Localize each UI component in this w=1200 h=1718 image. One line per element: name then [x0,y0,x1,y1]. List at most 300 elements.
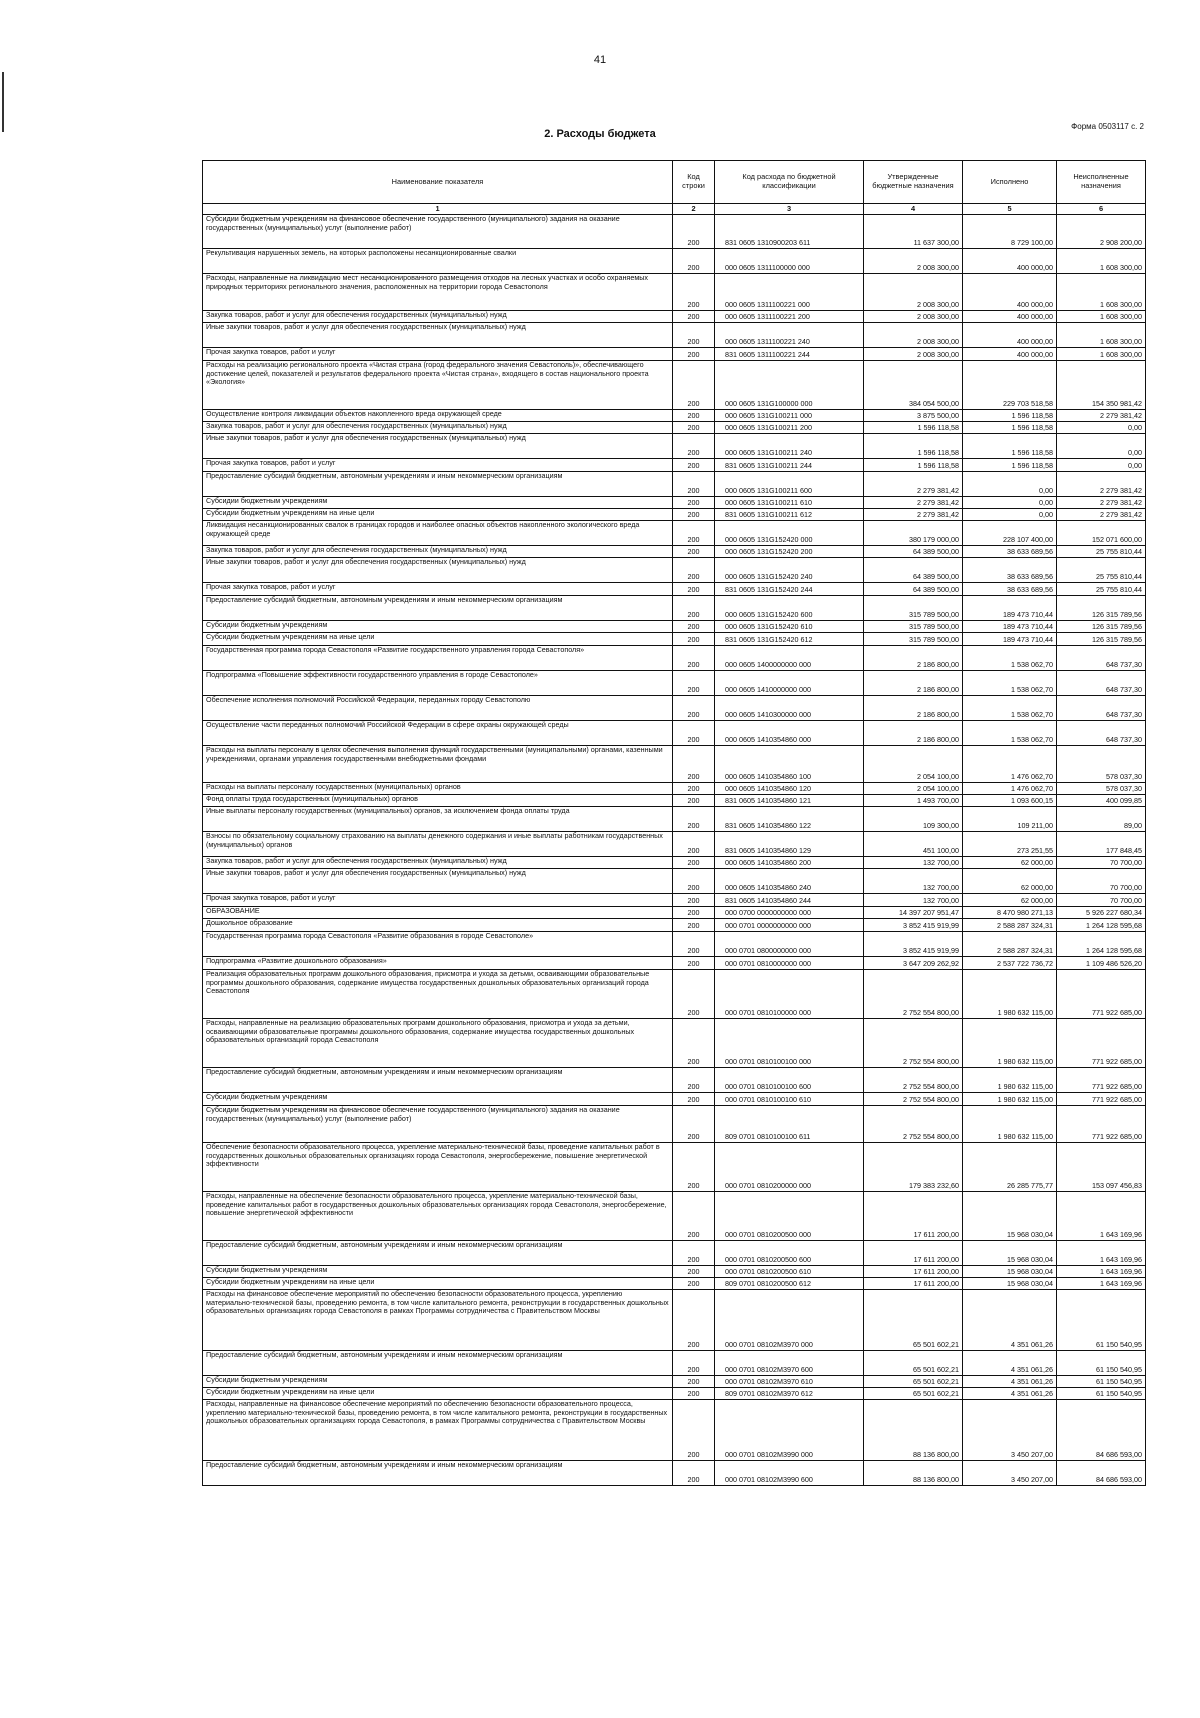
row-executed: 38 633 689,56 [963,546,1057,558]
row-line-code: 200 [673,633,715,646]
row-approved: 132 700,00 [864,894,963,907]
row-classification-code: 000 0605 131G152420 240 [715,558,864,583]
row-classification-code: 000 0701 0000000000 000 [715,919,864,932]
table-row [203,1461,1146,1486]
row-line-code: 200 [673,546,715,558]
row-classification-code: 831 0605 1310900203 611 [715,215,864,249]
table-row [203,970,1146,1019]
table-row [203,249,1146,274]
row-line-code: 200 [673,472,715,497]
row-unexecuted: 25 755 810,44 [1057,558,1146,583]
table-row [203,919,1146,932]
row-classification-code: 000 0701 08102М3970 610 [715,1376,864,1388]
row-classification-code: 000 0701 0810200000 000 [715,1143,864,1192]
row-name: Расходы, направленные на обеспечение безопасности образовательного процесса, укрепление материально-технической базы, проведение капитальных работ в государственных дошкольных образовательных организациях города Севастополя, энергосбережение, повышение энергетической эффективности [203,1192,673,1241]
row-classification-code: 000 0605 131G100000 000 [715,361,864,410]
row-name: Предоставление субсидий бюджетным, автономным учреждениям и иным некоммерческим организациям [203,1351,673,1376]
row-executed: 400 000,00 [963,323,1057,348]
row-line-code: 200 [673,795,715,807]
row-executed: 0,00 [963,509,1057,521]
row-line-code: 200 [673,274,715,311]
row-unexecuted: 648 737,30 [1057,671,1146,696]
row-approved: 1 596 118,58 [864,434,963,459]
row-unexecuted: 578 037,30 [1057,783,1146,795]
row-unexecuted: 84 686 593,00 [1057,1461,1146,1486]
row-unexecuted: 2 279 381,42 [1057,497,1146,509]
row-line-code: 200 [673,1068,715,1093]
row-unexecuted: 5 926 227 680,34 [1057,907,1146,919]
form-reference: Форма 0503117 с. 2 [1071,122,1144,131]
row-approved: 2 008 300,00 [864,348,963,361]
row-approved: 2 752 554 800,00 [864,1106,963,1143]
row-executed: 109 211,00 [963,807,1057,832]
column-number: 1 [203,204,673,215]
row-unexecuted: 1 264 128 595,68 [1057,919,1146,932]
row-executed: 1 596 118,58 [963,434,1057,459]
row-classification-code: 831 0605 1311100221 244 [715,348,864,361]
table-row [203,472,1146,497]
header-row [203,161,1146,204]
row-classification-code: 831 0605 131G152420 612 [715,633,864,646]
row-approved: 65 501 602,21 [864,1290,963,1351]
row-executed: 4 351 061,26 [963,1376,1057,1388]
row-name: Государственная программа города Севастополя «Развитие государственного управления города Севастополя» [203,646,673,671]
table-row [203,857,1146,869]
row-line-code: 200 [673,907,715,919]
row-approved: 3 875 500,00 [864,410,963,422]
header-unexecuted: Неисполненные назначения [1057,161,1146,204]
row-line-code: 200 [673,1241,715,1266]
row-line-code: 200 [673,932,715,957]
row-line-code: 200 [673,1106,715,1143]
row-approved: 2 186 800,00 [864,671,963,696]
row-executed: 3 450 207,00 [963,1461,1057,1486]
row-classification-code: 831 0605 1410354860 122 [715,807,864,832]
row-approved: 315 789 500,00 [864,633,963,646]
row-line-code: 200 [673,1192,715,1241]
row-line-code: 200 [673,410,715,422]
column-number: 2 [673,204,715,215]
row-name: Иные закупки товаров, работ и услуг для обеспечения государственных (муниципальных) нужд [203,558,673,583]
row-classification-code: 000 0701 0810100100 610 [715,1093,864,1106]
row-executed: 38 633 689,56 [963,583,1057,596]
row-line-code: 200 [673,249,715,274]
row-approved: 14 397 207 951,47 [864,907,963,919]
row-line-code: 200 [673,509,715,521]
row-approved: 2 752 554 800,00 [864,1068,963,1093]
row-approved: 17 611 200,00 [864,1241,963,1266]
scan-edge-mark [2,72,4,132]
column-number: 6 [1057,204,1146,215]
row-line-code: 200 [673,434,715,459]
table-row [203,1093,1146,1106]
row-line-code: 200 [673,1461,715,1486]
row-executed: 189 473 710,44 [963,621,1057,633]
row-approved: 179 383 232,60 [864,1143,963,1192]
row-line-code: 200 [673,422,715,434]
row-executed: 1 596 118,58 [963,410,1057,422]
row-approved: 132 700,00 [864,869,963,894]
row-line-code: 200 [673,1143,715,1192]
section-title: 2. Расходы бюджета [544,128,656,140]
row-executed: 1 596 118,58 [963,459,1057,472]
row-classification-code: 000 0605 1410000000 000 [715,671,864,696]
row-line-code: 200 [673,869,715,894]
row-name: Расходы, направленные на ликвидацию мест несанкционированного размещения отходов на лесных участках и особо охраняемых природных территориях регионального значения, расположенных на территории города Севастополя [203,274,673,311]
row-line-code: 200 [673,583,715,596]
row-unexecuted: 1 643 169,96 [1057,1278,1146,1290]
row-executed: 228 107 400,00 [963,521,1057,546]
row-classification-code: 000 0701 0810100100 600 [715,1068,864,1093]
row-name: Рекультивация нарушенных земель, на которых расположены несанкционированные свалки [203,249,673,274]
row-name: Иные закупки товаров, работ и услуг для обеспечения государственных (муниципальных) нужд [203,869,673,894]
row-executed: 1 980 632 115,00 [963,1106,1057,1143]
row-executed: 62 000,00 [963,869,1057,894]
row-executed: 400 000,00 [963,249,1057,274]
row-name: Субсидии бюджетным учреждениям на иные цели [203,1388,673,1400]
row-approved: 380 179 000,00 [864,521,963,546]
row-unexecuted: 1 109 486 526,20 [1057,957,1146,970]
row-executed: 2 588 287 324,31 [963,932,1057,957]
row-classification-code: 000 0701 0810200500 000 [715,1192,864,1241]
row-name: Осуществление контроля ликвидации объектов накопленного вреда окружающей среде [203,410,673,422]
row-classification-code: 000 0605 131G152420 000 [715,521,864,546]
row-unexecuted: 154 350 981,42 [1057,361,1146,410]
row-executed: 0,00 [963,497,1057,509]
row-approved: 65 501 602,21 [864,1376,963,1388]
row-executed: 1 093 600,15 [963,795,1057,807]
row-classification-code: 000 0701 0810200500 610 [715,1266,864,1278]
row-name: Расходы, направленные на финансовое обеспечение мероприятий по обеспечению безопасности образовательного процесса, укреплению материально-технической базы, проведению ремонта, в том числе капитального ремонта, реконструкции в государственных дошкольных образовательных организациях города Севастополя, в рамках Программы сотрудничества с Правительством Москвы [203,1400,673,1461]
row-name: Подпрограмма «Повышение эффективности государственного управления в городе Севастополе» [203,671,673,696]
row-name: Расходы на выплаты персоналу государственных (муниципальных) органов [203,783,673,795]
row-executed: 3 450 207,00 [963,1400,1057,1461]
row-name: Закупка товаров, работ и услуг для обеспечения государственных (муниципальных) нужд [203,422,673,434]
row-line-code: 200 [673,857,715,869]
row-executed: 1 538 062,70 [963,671,1057,696]
page-number: 41 [593,54,607,66]
row-executed: 4 351 061,26 [963,1388,1057,1400]
row-classification-code: 809 0701 08102М3970 612 [715,1388,864,1400]
row-line-code: 200 [673,558,715,583]
column-number-row [203,204,1146,215]
budget-expenses-table [202,160,1146,1486]
row-line-code: 200 [673,1093,715,1106]
row-approved: 3 647 209 262,92 [864,957,963,970]
row-unexecuted: 2 279 381,42 [1057,472,1146,497]
row-executed: 1 980 632 115,00 [963,1068,1057,1093]
row-classification-code: 000 0701 08102М3970 600 [715,1351,864,1376]
row-unexecuted: 25 755 810,44 [1057,546,1146,558]
table-row [203,832,1146,857]
row-approved: 2 279 381,42 [864,497,963,509]
table-row [203,361,1146,410]
row-name: Субсидии бюджетным учреждениям на иные цели [203,509,673,521]
row-classification-code: 000 0701 0810200500 600 [715,1241,864,1266]
row-unexecuted: 771 922 685,00 [1057,1019,1146,1068]
row-executed: 15 968 030,04 [963,1266,1057,1278]
row-line-code: 200 [673,807,715,832]
row-name: Субсидии бюджетным учреждениям на финансовое обеспечение государственного (муниципального) задания на оказание государственных (муниципальных) услуг (выполнение работ) [203,1106,673,1143]
row-unexecuted: 126 315 789,56 [1057,596,1146,621]
row-approved: 315 789 500,00 [864,621,963,633]
row-line-code: 200 [673,1400,715,1461]
row-line-code: 200 [673,215,715,249]
row-name: Расходы на финансовое обеспечение мероприятий по обеспечению безопасности образовательного процесса, укреплению материально-технической базы, проведению ремонта, в том числе капитального ремонта, реконструкции в государственных дошкольных образовательных организациях города Севастополя в рамках Программы сотрудничества с Правительством Москвы [203,1290,673,1351]
row-executed: 1 980 632 115,00 [963,970,1057,1019]
row-executed: 8 470 980 271,13 [963,907,1057,919]
row-unexecuted: 771 922 685,00 [1057,1068,1146,1093]
row-classification-code: 000 0605 1410300000 000 [715,696,864,721]
row-classification-code: 000 0605 1311100221 000 [715,274,864,311]
table-row [203,932,1146,957]
row-unexecuted: 1 643 169,96 [1057,1266,1146,1278]
table-row [203,1351,1146,1376]
row-name: Дошкольное образование [203,919,673,932]
row-line-code: 200 [673,348,715,361]
row-name: Субсидии бюджетным учреждениям на иные цели [203,1278,673,1290]
row-line-code: 200 [673,646,715,671]
table-body [203,215,1146,1486]
row-approved: 2 186 800,00 [864,646,963,671]
row-approved: 2 008 300,00 [864,311,963,323]
row-classification-code: 000 0605 1410354860 100 [715,746,864,783]
row-executed: 15 968 030,04 [963,1278,1057,1290]
table-row [203,1376,1146,1388]
row-unexecuted: 152 071 600,00 [1057,521,1146,546]
row-name: Реализация образовательных программ дошкольного образования, присмотра и ухода за детьми, осваивающими образовательные программы дошкольного образования, содержание имущества государственных дошкольных образовательных организаций города Севастополя [203,970,673,1019]
column-number: 5 [963,204,1057,215]
row-approved: 2 008 300,00 [864,249,963,274]
row-approved: 2 752 554 800,00 [864,970,963,1019]
row-name: Предоставление субсидий бюджетным, автономным учреждениям и иным некоммерческим организациям [203,1068,673,1093]
row-name: Подпрограмма «Развитие дошкольного образования» [203,957,673,970]
row-classification-code: 000 0605 131G100211 600 [715,472,864,497]
row-classification-code: 000 0605 1410354860 120 [715,783,864,795]
table-row [203,558,1146,583]
row-executed: 1 538 062,70 [963,646,1057,671]
row-executed: 1 980 632 115,00 [963,1019,1057,1068]
row-approved: 88 136 800,00 [864,1461,963,1486]
row-name: Субсидии бюджетным учреждениям [203,497,673,509]
row-classification-code: 000 0701 0810100000 000 [715,970,864,1019]
row-approved: 2 752 554 800,00 [864,1093,963,1106]
row-executed: 400 000,00 [963,311,1057,323]
table-row [203,671,1146,696]
row-classification-code: 831 0605 1410354860 244 [715,894,864,907]
row-approved: 3 852 415 919,99 [864,932,963,957]
row-line-code: 200 [673,311,715,323]
row-unexecuted: 61 150 540,95 [1057,1388,1146,1400]
row-name: Расходы на реализацию регионального проекта «Чистая страна (город федерального значения Севастополь)», обеспечивающего достижение целей, показателей и результатов федерального проекта «Чистая страна», входящего в состав национального проекта «Экология» [203,361,673,410]
table-row [203,646,1146,671]
row-executed: 273 251,55 [963,832,1057,857]
row-classification-code: 000 0605 131G100211 200 [715,422,864,434]
table-row [203,311,1146,323]
row-line-code: 200 [673,894,715,907]
table-row [203,696,1146,721]
row-unexecuted: 61 150 540,95 [1057,1290,1146,1351]
row-unexecuted: 578 037,30 [1057,746,1146,783]
table-row [203,1019,1146,1068]
table-row [203,1400,1146,1461]
column-number: 3 [715,204,864,215]
table-row [203,1106,1146,1143]
row-executed: 400 000,00 [963,274,1057,311]
row-classification-code: 000 0605 131G100211 610 [715,497,864,509]
row-executed: 26 285 775,77 [963,1143,1057,1192]
row-name: Предоставление субсидий бюджетным, автономным учреждениям и иным некоммерческим организациям [203,596,673,621]
row-name: ОБРАЗОВАНИЕ [203,907,673,919]
row-classification-code: 000 0701 0810100100 000 [715,1019,864,1068]
row-approved: 64 389 500,00 [864,558,963,583]
row-name: Прочая закупка товаров, работ и услуг [203,348,673,361]
table-row [203,410,1146,422]
row-name: Государственная программа города Севастополя «Развитие образования в городе Севастополе» [203,932,673,957]
row-classification-code: 809 0701 0810200500 612 [715,1278,864,1290]
row-unexecuted: 1 643 169,96 [1057,1241,1146,1266]
row-executed: 189 473 710,44 [963,596,1057,621]
row-classification-code: 000 0605 1410354860 240 [715,869,864,894]
table-row [203,1290,1146,1351]
row-unexecuted: 648 737,30 [1057,721,1146,746]
row-unexecuted: 648 737,30 [1057,646,1146,671]
table-row [203,957,1146,970]
row-unexecuted: 1 264 128 595,68 [1057,932,1146,957]
row-line-code: 200 [673,696,715,721]
row-approved: 109 300,00 [864,807,963,832]
row-classification-code: 000 0605 131G152420 600 [715,596,864,621]
column-number: 4 [864,204,963,215]
table-row [203,721,1146,746]
row-line-code: 200 [673,497,715,509]
row-executed: 1 476 062,70 [963,746,1057,783]
row-approved: 2 752 554 800,00 [864,1019,963,1068]
table-row [203,521,1146,546]
row-line-code: 200 [673,1019,715,1068]
table-row [203,783,1146,795]
row-executed: 62 000,00 [963,894,1057,907]
row-classification-code: 000 0605 131G152420 610 [715,621,864,633]
table-row [203,633,1146,646]
table-row [203,1241,1146,1266]
row-executed: 4 351 061,26 [963,1351,1057,1376]
row-approved: 2 054 100,00 [864,783,963,795]
row-classification-code: 809 0701 0810100100 611 [715,1106,864,1143]
table-row [203,907,1146,919]
table-row [203,459,1146,472]
row-name: Расходы на выплаты персоналу в целях обеспечения выполнения функций государственными (муниципальными) органами, казенными учреждениями, органами управления государственными внебюджетными фондами [203,746,673,783]
row-unexecuted: 771 922 685,00 [1057,970,1146,1019]
row-unexecuted: 70 700,00 [1057,894,1146,907]
row-unexecuted: 126 315 789,56 [1057,633,1146,646]
row-unexecuted: 61 150 540,95 [1057,1376,1146,1388]
row-classification-code: 000 0700 0000000000 000 [715,907,864,919]
row-unexecuted: 0,00 [1057,422,1146,434]
row-approved: 2 054 100,00 [864,746,963,783]
table-row [203,621,1146,633]
row-approved: 2 279 381,42 [864,472,963,497]
row-unexecuted: 1 608 300,00 [1057,323,1146,348]
row-executed: 2 588 287 324,31 [963,919,1057,932]
row-unexecuted: 1 608 300,00 [1057,311,1146,323]
row-classification-code: 000 0605 1311100000 000 [715,249,864,274]
table-row [203,1388,1146,1400]
expenses-table-container [202,160,1145,1486]
row-line-code: 200 [673,1376,715,1388]
row-unexecuted: 153 097 456,83 [1057,1143,1146,1192]
row-name: Закупка товаров, работ и услуг для обеспечения государственных (муниципальных) нужд [203,546,673,558]
row-unexecuted: 771 922 685,00 [1057,1106,1146,1143]
row-name: Ликвидация несанкционированных свалок в границах городов и наиболее опасных объектов накопленного экологического вреда окружающей среде [203,521,673,546]
table-row [203,746,1146,783]
row-unexecuted: 0,00 [1057,434,1146,459]
row-approved: 451 100,00 [864,832,963,857]
row-executed: 15 968 030,04 [963,1192,1057,1241]
row-classification-code: 000 0701 08102М3990 600 [715,1461,864,1486]
row-approved: 64 389 500,00 [864,583,963,596]
row-approved: 132 700,00 [864,857,963,869]
row-classification-code: 000 0605 1311100221 240 [715,323,864,348]
row-executed: 1 538 062,70 [963,696,1057,721]
row-classification-code: 000 0701 0800000000 000 [715,932,864,957]
table-row [203,1143,1146,1192]
row-classification-code: 000 0701 08102М3990 000 [715,1400,864,1461]
row-name: Прочая закупка товаров, работ и услуг [203,894,673,907]
header-executed: Исполнено [963,161,1057,204]
row-executed: 1 596 118,58 [963,422,1057,434]
row-executed: 189 473 710,44 [963,633,1057,646]
row-approved: 1 493 700,00 [864,795,963,807]
row-unexecuted: 84 686 593,00 [1057,1400,1146,1461]
row-name: Обеспечение исполнения полномочий Российской Федерации, переданных городу Севастополю [203,696,673,721]
row-classification-code: 831 0605 131G152420 244 [715,583,864,596]
row-executed: 38 633 689,56 [963,558,1057,583]
row-classification-code: 831 0605 1410354860 129 [715,832,864,857]
row-classification-code: 000 0605 131G100211 240 [715,434,864,459]
row-executed: 8 729 100,00 [963,215,1057,249]
row-approved: 11 637 300,00 [864,215,963,249]
row-unexecuted: 177 848,45 [1057,832,1146,857]
row-line-code: 200 [673,783,715,795]
row-classification-code: 000 0605 131G100211 000 [715,410,864,422]
row-name: Субсидии бюджетным учреждениям на иные цели [203,633,673,646]
row-approved: 17 611 200,00 [864,1266,963,1278]
row-approved: 64 389 500,00 [864,546,963,558]
row-classification-code: 831 0605 1410354860 121 [715,795,864,807]
row-name: Прочая закупка товаров, работ и услуг [203,459,673,472]
row-approved: 2 186 800,00 [864,696,963,721]
header-indicator-name: Наименование показателя [203,161,673,204]
row-name: Расходы, направленные на реализацию образовательных программ дошкольного образования, присмотра и ухода за детьми, осваивающими образовательные программы дошкольного образования, содержание имущества государственных дошкольных образовательных организаций города Севастополя [203,1019,673,1068]
table-row [203,497,1146,509]
header-classification-code: Код расхода по бюджетной классификации [715,161,864,204]
row-executed: 229 703 518,58 [963,361,1057,410]
table-row [203,323,1146,348]
row-unexecuted: 1 608 300,00 [1057,249,1146,274]
row-line-code: 200 [673,596,715,621]
row-classification-code: 000 0605 131G152420 200 [715,546,864,558]
table-row [203,795,1146,807]
row-classification-code: 000 0605 1311100221 200 [715,311,864,323]
row-line-code: 200 [673,957,715,970]
row-line-code: 200 [673,832,715,857]
row-unexecuted: 25 755 810,44 [1057,583,1146,596]
row-unexecuted: 126 315 789,56 [1057,621,1146,633]
row-executed: 2 537 722 736,72 [963,957,1057,970]
row-executed: 1 980 632 115,00 [963,1093,1057,1106]
table-row [203,546,1146,558]
